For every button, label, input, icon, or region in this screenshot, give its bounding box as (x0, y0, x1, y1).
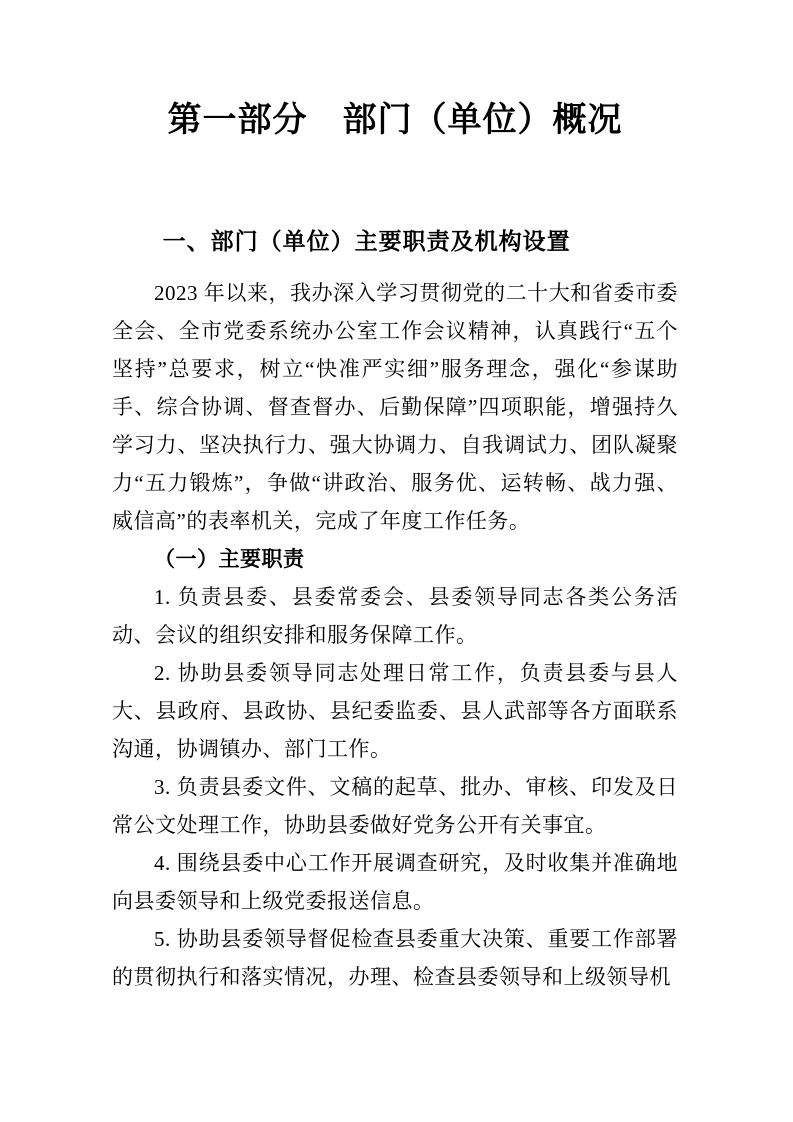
part-title: 第一部分 部门（单位）概况 (167, 102, 623, 139)
duty-item-3: 3. 负责县委文件、文稿的起草、批办、审核、印发及日常公文处理工作，协助县委做好党务公开有关事宜。 (112, 775, 678, 837)
duty-item-4: 4. 围绕县委中心工作开展调查研究，及时收集并准确地向县委领导和上级党委报送信息。 (112, 851, 678, 913)
duty-item-1: 1. 负责县委、县委常委会、县委领导同志各类公务活动、会议的组织安排和服务保障工作。 (112, 585, 678, 647)
duty-item-5: 5. 协助县委领导督促检查县委重大决策、重要工作部署的贯彻执行和落实情况，办理、检查县委领导和上级领导机 (112, 927, 678, 989)
section-heading: 一、部门（单位）主要职责及机构设置 (162, 228, 571, 254)
duty-item-2: 2. 协助县委领导同志处理日常工作，负责县委与县人大、县政府、县政协、县纪委监委、县人武部等各方面联系沟通，协调镇办、部门工作。 (112, 661, 678, 761)
intro-paragraph: 2023 年以来，我办深入学习贯彻党的二十大和省委市委全会、全市党委系统办公室工作会议精神，认真践行“五个坚持”总要求，树立“快准严实细”服务理念，强化“参谋助手、综合协调、督查督办、后勤保障”四项职能，增强持久学习力、坚决执行力、强大协调力、自我调试力、团队凝聚力“五力锻炼”，争做“讲政治、服务优、运转畅、战力强、威信高”的表率机关，完成了年度工作任务。 (112, 281, 678, 533)
subsection-heading: （一）主要职责 (154, 547, 305, 571)
